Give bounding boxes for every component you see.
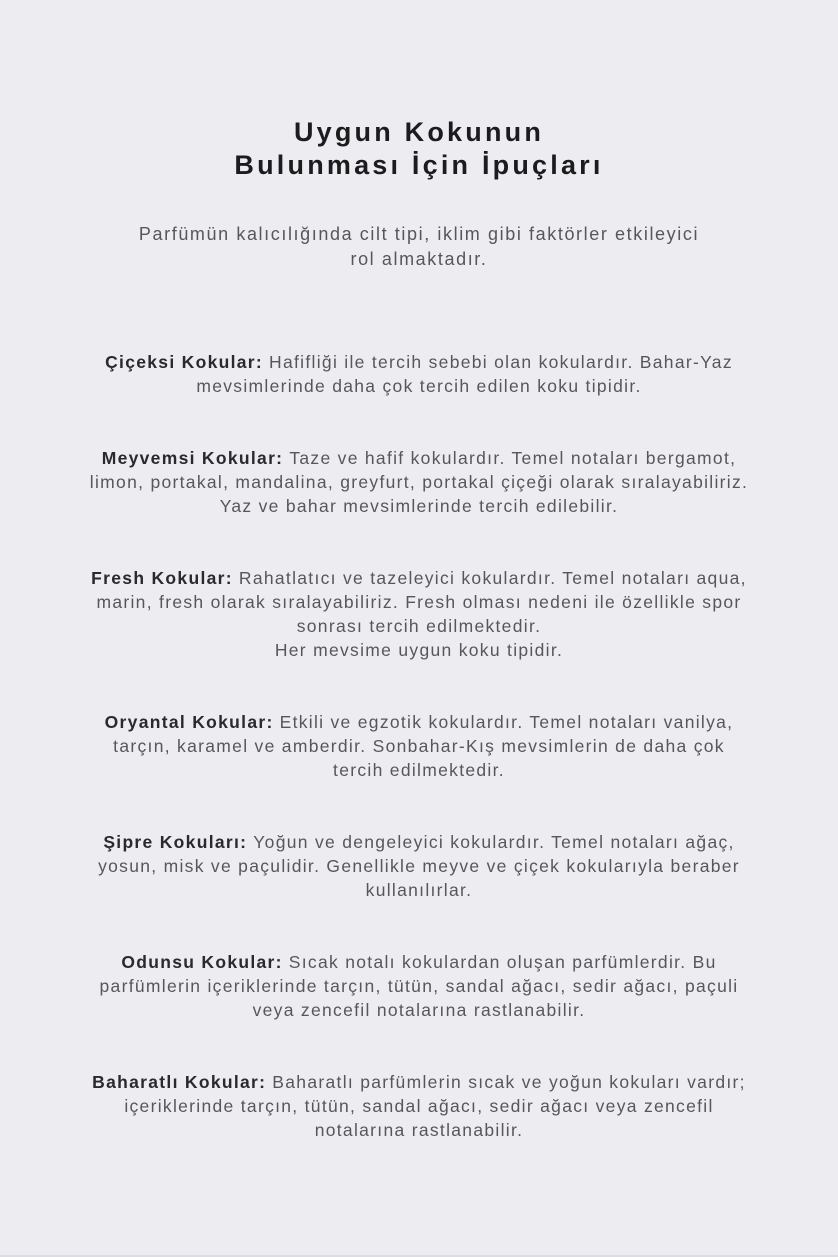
fragrance-section-ciceksi bbox=[89, 350, 749, 398]
title-line-2: Bulunması İçin İpuçları bbox=[234, 150, 604, 180]
section-label: Baharatlı Kokular: bbox=[92, 1072, 267, 1092]
section-extra-line: Her mevsime uygun koku tipidir. bbox=[274, 640, 564, 660]
section-label: Fresh Kokular: bbox=[91, 568, 233, 588]
intro-text: Parfümün kalıcılığında cilt tipi, iklim gibi faktörler etkileyici rol almaktadır. bbox=[138, 224, 700, 269]
page-title bbox=[0, 116, 838, 182]
fragrance-section-odunsu bbox=[89, 950, 749, 1022]
fragrance-section-sipre bbox=[89, 830, 749, 902]
section-text: Hafifliği ile tercih sebebi olan kokulardır. Bahar-Yaz mevsimlerinde daha çok tercih edilen koku tipidir. bbox=[196, 352, 733, 396]
title-line-1: Uygun Kokunun bbox=[293, 117, 545, 147]
section-text: Etkili ve egzotik kokulardır. Temel notaları vanilya, tarçın, karamel ve amberdir. Sonbahar-Kış mevsimlerin de daha çok tercih edilmektedir. bbox=[113, 712, 734, 780]
section-text: Sıcak notalı kokulardan oluşan parfümlerdir. Bu parfümlerin içeriklerinde tarçın, tütün, sandal ağacı, sedir ağacı, paçuli veya zencefil notalarına rastlanabilir. bbox=[99, 952, 739, 1020]
section-text: Baharatlı parfümlerin sıcak ve yoğun kokuları vardır; içeriklerinde tarçın, tütün, sandal ağacı, sedir ağacı veya zencefil notalarına rastlanabilir. bbox=[124, 1072, 746, 1140]
section-label: Çiçeksi Kokular: bbox=[105, 352, 264, 372]
fragrance-sections bbox=[0, 350, 838, 1142]
section-label: Odunsu Kokular: bbox=[121, 952, 283, 972]
section-text: Yoğun ve dengeleyici kokulardır. Temel notaları ağaç, yosun, misk ve paçulidir. Genellikle meyve ve çiçek kokularıyla beraber kullanılırlar. bbox=[98, 832, 740, 900]
fragrance-section-baharatli bbox=[89, 1070, 749, 1142]
section-label: Meyvemsi Kokular: bbox=[101, 448, 284, 468]
fragrance-section-meyvemsi bbox=[89, 446, 749, 518]
section-label: Şipre Kokuları: bbox=[103, 832, 248, 852]
section-label: Oryantal Kokular: bbox=[104, 712, 274, 732]
section-text: Rahatlatıcı ve tazeleyici kokulardır. Temel notaları aqua, marin, fresh olarak sıralayabiliriz. Fresh olması nedeni ile özellikle spor sonrası tercih edilmektedir. bbox=[96, 568, 747, 636]
fragrance-section-fresh bbox=[89, 566, 749, 662]
fragrance-section-oryantal bbox=[89, 710, 749, 782]
section-text: Taze ve hafif kokulardır. Temel notaları bergamot, limon, portakal, mandalina, greyfurt, portakal çiçeği olarak sıralayabiliriz. Yaz ve bahar mevsimlerinde tercih edilebilir. bbox=[89, 448, 749, 516]
